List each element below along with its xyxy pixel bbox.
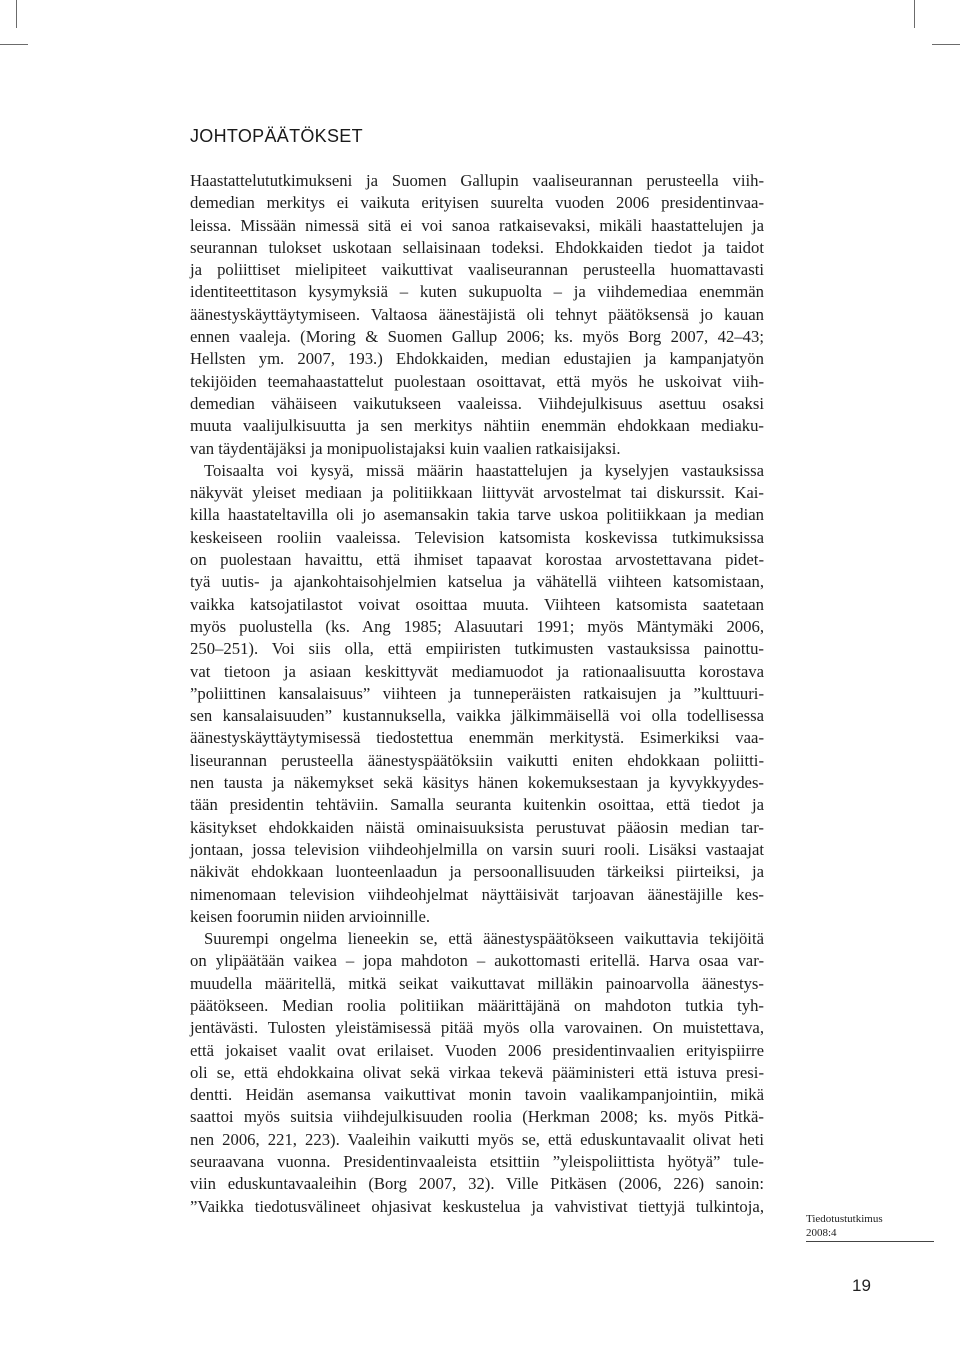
- text-line: viin eduskuntavaaleihin (Borg 2007, 32). Ville Pitkäsen (2006, 226) sanoin:: [190, 1174, 764, 1194]
- text-line: Hellsten ym. 2007, 193.) Ehdokkaiden, median edustajien ja kampanjatyön: [190, 349, 764, 369]
- text-line: leissa. Missään nimessä sitä ei voi sanoa ratkaisevaksi, mikäli haastattelujen ja: [190, 215, 764, 235]
- text-line: dentti. Heidän asemansa vaikuttivat monin tavoin vaalikampanjointiin, mikä: [190, 1085, 764, 1105]
- text-line: päätökseen. Median roolia politiikan määrittäjänä on mahdoton tutkia tyh-: [190, 995, 764, 1015]
- text-line: sen kansalaisuuden” kustannuksella, vaikka jälkimmäisellä voi olla todellisessa: [190, 706, 764, 726]
- text-line: tään presidentin tehtäviin. Samalla seuranta kuitenkin osoittaa, että tiedot ja: [190, 795, 764, 815]
- text-line: vaikka katsojatilastot voivat osoittaa muuta. Viihteen katsomista saatetaan: [190, 594, 764, 614]
- crop-mark-top-right-horizontal: [932, 44, 960, 45]
- text-line: demedian vähäiseen vaikutukseen vaaleissa. Viihdejulkisuus asettuu osaksi: [190, 393, 764, 413]
- text-line: ja poliittiset mielipiteet vaikuttivat vaaliseurannan perusteella huomattavasti: [190, 260, 764, 280]
- text-line: saattoi myös suitsia viihdejulkisuuden roolia (Herkman 2008; ks. myös Pitkä-: [190, 1107, 764, 1127]
- text-line: nen tausta ja näkemykset sekä käsitys hänen kokemuksestaan ja kyvykkyydes-: [190, 773, 764, 793]
- text-line: äänestyskäyttäytymisessä tiedostettua enemmän merkitystä. Esimerkiksi vaa-: [190, 728, 764, 748]
- journal-issue: 2008:4: [806, 1227, 837, 1239]
- text-line: on ylipäätään vaikea – jopa mahdoton – aukottomasti eritellä. Harva osaa var-: [190, 951, 764, 971]
- text-line: näkyvät yleiset mediaan ja politiikkaan liittyvät arvostelmat tai diskurssit. Kai-: [190, 483, 764, 503]
- text-line: seuraavana vuonna. Presidentinvaaleista etsittiin ”yleispoliittista hyötyä” tule-: [190, 1152, 764, 1172]
- text-line: muuta vaalijulkisuutta ja sen merkitys nähtiin enemmän ehdokkaan mediaku-: [190, 416, 764, 436]
- text-line: nimenomaan television viihdeohjelmat näyttäisivät tarjoavan äänestäjille kes-: [190, 884, 764, 904]
- text-line: ”Vaikka tiedotusvälineet ohjasivat keskustelua ja vahvistivat tiettyjä tulkintoja,: [190, 1196, 764, 1216]
- text-line: tekijöiden teemahaastattelut puolestaan osoittavat, että myös he uskoivat viih-: [190, 371, 764, 391]
- journal-label: [806, 1212, 883, 1240]
- text-line: van täydentäjäksi ja monipuolistajaksi kuin vaalien ratkaisijaksi.: [190, 438, 621, 458]
- text-line: seurannan tulokset uskotaan sellaisinaan todeksi. Ehdokkaiden tiedot ja taidot: [190, 237, 764, 257]
- text-line: että jokaiset vaalit ovat erilaiset. Vuoden 2006 presidentinvaalien erityispiirre: [190, 1040, 764, 1060]
- text-line: keskeiseen rooliin vaaleissa. Television katsomista koskevissa tutkimuksissa: [190, 527, 764, 547]
- text-line: tyä uutis- ja ajankohtaisohjelmien katselua ja vähätellä viihteen katsomistaan,: [190, 572, 764, 592]
- crop-mark-top-right-vertical: [914, 0, 915, 28]
- journal-name: Tiedotustutkimus: [806, 1213, 883, 1225]
- text-line: ennen vaaleja. (Moring & Suomen Gallup 2006; ks. myös Borg 2007, 42–43;: [190, 327, 764, 347]
- section-heading: JOHTOPÄÄTÖKSET: [190, 126, 363, 146]
- text-line: muudella määritellä, mitkä seikat vaikuttavat milläkin painoarvolla äänestys-: [190, 973, 764, 993]
- text-line: näkivät ehdokkaan luonteenlaadun ja persoonallisuuden tärkeiksi piirteiksi, ja: [190, 862, 764, 882]
- text-line: Toisaalta voi kysyä, missä määrin haastattelujen ja kyselyjen vastauksissa: [204, 460, 764, 480]
- text-line: keisen foorumin niiden arvioinnille.: [190, 906, 431, 926]
- text-line: äänestyskäyttäytymiseen. Valtaosa äänestäjistä oli tehnyt päätöksensä jo kauan: [190, 304, 764, 324]
- text-line: Haastattelututkimukseni ja Suomen Gallupin vaaliseurannan perusteella viih-: [190, 171, 764, 190]
- text-line: identiteettitason kysymyksiä – kuten sukupuolta – ja viihdemediaa enemmän: [190, 282, 764, 302]
- body-text: [190, 170, 764, 1218]
- text-line: ”poliittinen kansalaisuus” viihteen ja tunneperäisten ratkaisujen ja ”kulttuuri-: [190, 683, 764, 703]
- text-line: myös puolustella (ks. Ang 1985; Alasuutari 1991; myös Mäntymäki 2006,: [190, 616, 764, 636]
- text-line: jentävästi. Tulosten yleistämisessä pitää myös olla varovainen. On muistettava,: [190, 1018, 764, 1038]
- text-line: 250–251). Voi siis olla, että empiiristen tutkimusten vastauksissa painottu-: [190, 639, 764, 659]
- text-line: on puolestaan havaittu, että ihmiset tapaavat korostaa arvostettavana pidet-: [190, 550, 764, 570]
- text-line: Suurempi ongelma lieneekin se, että äänestyspäätökseen vaikuttavia tekijöitä: [204, 929, 764, 949]
- page-number: 19: [852, 1276, 871, 1295]
- crop-mark-top-left-vertical: [16, 0, 17, 28]
- journal-divider: [806, 1241, 934, 1242]
- text-line: liseurannan perusteella äänestyspäätöksiin vaikutti eniten ehdokkaan poliitti-: [190, 750, 764, 770]
- text-line: demedian merkitys ei vaikuta erityisen suurelta vuoden 2006 presidentinvaa-: [190, 193, 764, 213]
- text-line: jontaan, jossa television viihdeohjelmilla on varsin suuri rooli. Lisäksi vastaajat: [190, 839, 764, 859]
- text-line: killa haastateltavilla oli jo asemansakin takia tarve uskoa politiikkaan ja median: [190, 505, 764, 525]
- text-line: oli se, että ehdokkaina olivat sekä virkaa tekevä pääministeri että istuva presi-: [190, 1062, 764, 1082]
- text-line: käsitykset ehdokkaiden näistä ominaisuuksista perustuvat pääosin median tar-: [190, 817, 764, 837]
- text-line: vat tietoon ja asiaan keskittyvät mediamuodot ja rationaalisuutta korostava: [190, 661, 764, 681]
- crop-mark-top-left-horizontal: [0, 44, 28, 45]
- text-line: nen 2006, 221, 223). Vaaleihin vaikutti myös se, että eduskuntavaalit olivat heti: [190, 1129, 764, 1149]
